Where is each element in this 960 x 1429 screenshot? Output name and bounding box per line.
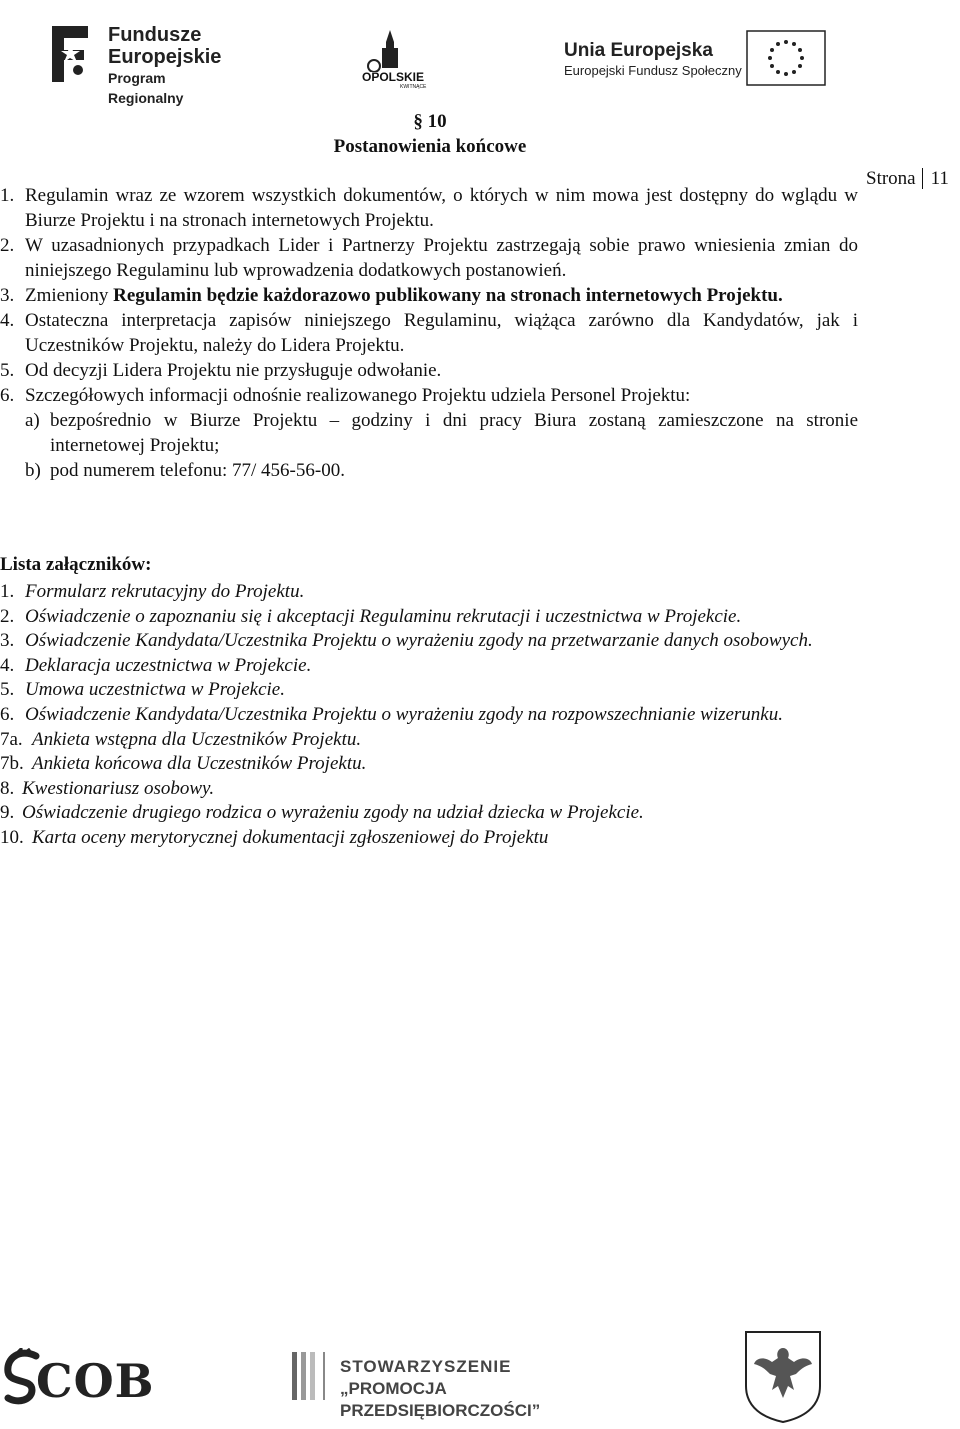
item-number: 1. — [0, 185, 15, 206]
attachment-number: 9. — [0, 802, 15, 824]
fundusze-europejskie-icon — [48, 20, 104, 86]
opolskie-name: OPOLSKIE — [362, 70, 425, 84]
attachment-text: Karta oceny merytorycznej dokumentacji zgłoszeniowej do Projektu — [32, 826, 549, 848]
fe-logo-text — [108, 24, 238, 108]
item-text: W uzasadnionych przypadkach Lider i Partnerzy Projektu zastrzegają sobie prawo wniesienia zmian do niniejszego Regulaminu lub wprowadzenia dodatkowych postanowień. — [25, 235, 858, 281]
attachment-text: Oświadczenie Kandydata/Uczestnika Projektu o wyrażeniu zgody na rozpowszechnianie wizerunku. — [25, 703, 783, 725]
eu-logo-text — [564, 40, 742, 80]
attachment-number: 7b. — [0, 753, 24, 775]
fe-line2: Europejskie — [108, 46, 222, 68]
spp-line1: STOWARZYSZENIE — [340, 1357, 512, 1376]
footer-logos — [0, 1320, 960, 1422]
header-logos — [0, 0, 960, 110]
sub-list-item — [0, 408, 858, 458]
list-item — [0, 283, 858, 308]
item-text: Szczegółowych informacji odnośnie realizowanego Projektu udziela Personel Projektu: — [25, 385, 691, 406]
list-item — [0, 308, 858, 358]
opolskie-tagline: KWITNĄCE — [400, 84, 427, 90]
item-number: 6. — [0, 385, 15, 406]
attachments-heading: Lista załączników: — [0, 554, 152, 575]
attachment-item — [0, 826, 866, 851]
spp-stripes-icon — [290, 1348, 330, 1404]
attachment-item — [0, 629, 866, 654]
attachment-item — [0, 654, 866, 679]
cob-logo — [2, 1348, 180, 1410]
list-item — [0, 183, 858, 233]
attachments-list — [0, 580, 866, 851]
opolskie-tower-icon — [360, 28, 420, 72]
sub-list-item — [0, 458, 858, 483]
page-label-prefix: Strona — [866, 168, 916, 189]
attachment-item — [0, 703, 866, 728]
item-number: 2. — [0, 235, 15, 256]
attachment-number: 7a. — [0, 728, 23, 750]
attachment-item — [0, 605, 866, 630]
attachment-text: Deklaracja uczestnictwa w Projekcie. — [25, 654, 312, 676]
list-item — [0, 358, 858, 383]
eu-flag-logo — [746, 30, 826, 86]
attachment-item — [0, 678, 866, 703]
section-number: § 10 — [413, 111, 447, 132]
eu-flag-icon — [746, 30, 826, 86]
stowarzyszenie-logo — [290, 1348, 630, 1420]
attachment-item — [0, 777, 866, 802]
attachment-number: 8. — [0, 777, 15, 799]
opolskie-logo — [340, 28, 450, 92]
page-number-label — [866, 168, 949, 190]
attachment-item — [0, 580, 866, 605]
attachment-text: Oświadczenie drugiego rodzica o wyrażeniu zgody na udział dziecka w Projekcie. — [22, 802, 644, 824]
attachment-number: 1. — [0, 581, 15, 602]
section-title: Postanowienia końcowe — [333, 136, 527, 157]
sub-item-letter: a) — [25, 410, 40, 431]
list-item — [0, 233, 858, 283]
item-text: Regulamin wraz ze wzorem wszystkich dokumentów, o których w nim mowa jest dostępny do wglądu w Biurze Projektu i na stronach internetowych Projektu. — [25, 185, 858, 231]
fe-line1: Fundusze — [108, 24, 202, 46]
item-number: 4. — [0, 310, 15, 331]
list-item — [0, 383, 858, 408]
fundusze-europejskie-logo — [48, 20, 238, 106]
attachment-text: Ankieta końcowa dla Uczestników Projektu. — [32, 753, 367, 775]
attachment-item — [0, 801, 866, 826]
item-text: Ostateczna interpretacja zapisów niniejszego Regulaminu, wiążąca zarówno dla Kandydatów, jak i Uczestników Projektu, należy do Lidera Projektu. — [25, 310, 858, 356]
attachment-number: 5. — [0, 679, 15, 701]
sub-item-letter: b) — [25, 460, 41, 481]
page-number: 11 — [922, 168, 949, 189]
eu-line1: Unia Europejska — [564, 40, 713, 61]
attachment-text: Ankieta wstępna dla Uczestników Projektu. — [32, 728, 362, 750]
attachment-text: Kwestionariusz osobowy. — [22, 777, 215, 799]
attachment-number: 3. — [0, 630, 15, 652]
attachment-text: Oświadczenie o zapoznaniu się i akceptacji Regulaminu rekrutacji i uczestnictwa w Projekcie. — [25, 605, 742, 627]
eagle-crest-icon — [742, 1328, 824, 1424]
attachment-text: Formularz rekrutacyjny do Projektu. — [25, 581, 305, 602]
cob-logo-text: COB — [36, 1354, 155, 1408]
item-text: Od decyzji Lidera Projektu nie przysługuje odwołanie. — [25, 360, 442, 381]
attachment-text: Oświadczenie Kandydata/Uczestnika Projektu o wyrażeniu zgody na przetwarzanie danych osobowych. — [25, 630, 813, 652]
attachment-number: 10. — [0, 826, 24, 848]
attachment-number: 4. — [0, 654, 15, 676]
item-text-bold: Regulamin będzie każdorazowo publikowany na stronach internetowych Projektu. — [113, 285, 783, 306]
attachment-text: Umowa uczestnictwa w Projekcie. — [25, 679, 285, 701]
item-text-prefix: Zmieniony — [25, 285, 114, 306]
attachment-number: 6. — [0, 703, 15, 725]
sub-item-text: bezpośrednio w Biurze Projektu – godziny i dni pracy Biura zostaną zamieszczone na stronie internetowej Projektu; — [50, 410, 858, 456]
spp-line2: „PROMOCJA PRZEDSIĘBIORCZOŚCI” — [340, 1379, 541, 1420]
sub-item-text: pod numerem telefonu: 77/ 456-56-00. — [50, 460, 345, 481]
attachment-number: 2. — [0, 605, 15, 627]
regulations-content — [0, 183, 858, 483]
eagle-crest-logo — [742, 1328, 824, 1424]
stowarzyszenie-text — [340, 1356, 630, 1422]
item-number: 3. — [0, 285, 15, 306]
attachment-item — [0, 728, 866, 753]
fe-line3: Program Regionalny — [108, 70, 184, 106]
item-number: 5. — [0, 360, 15, 381]
attachment-item — [0, 752, 866, 777]
eu-line2: Europejski Fundusz Społeczny — [564, 63, 742, 78]
